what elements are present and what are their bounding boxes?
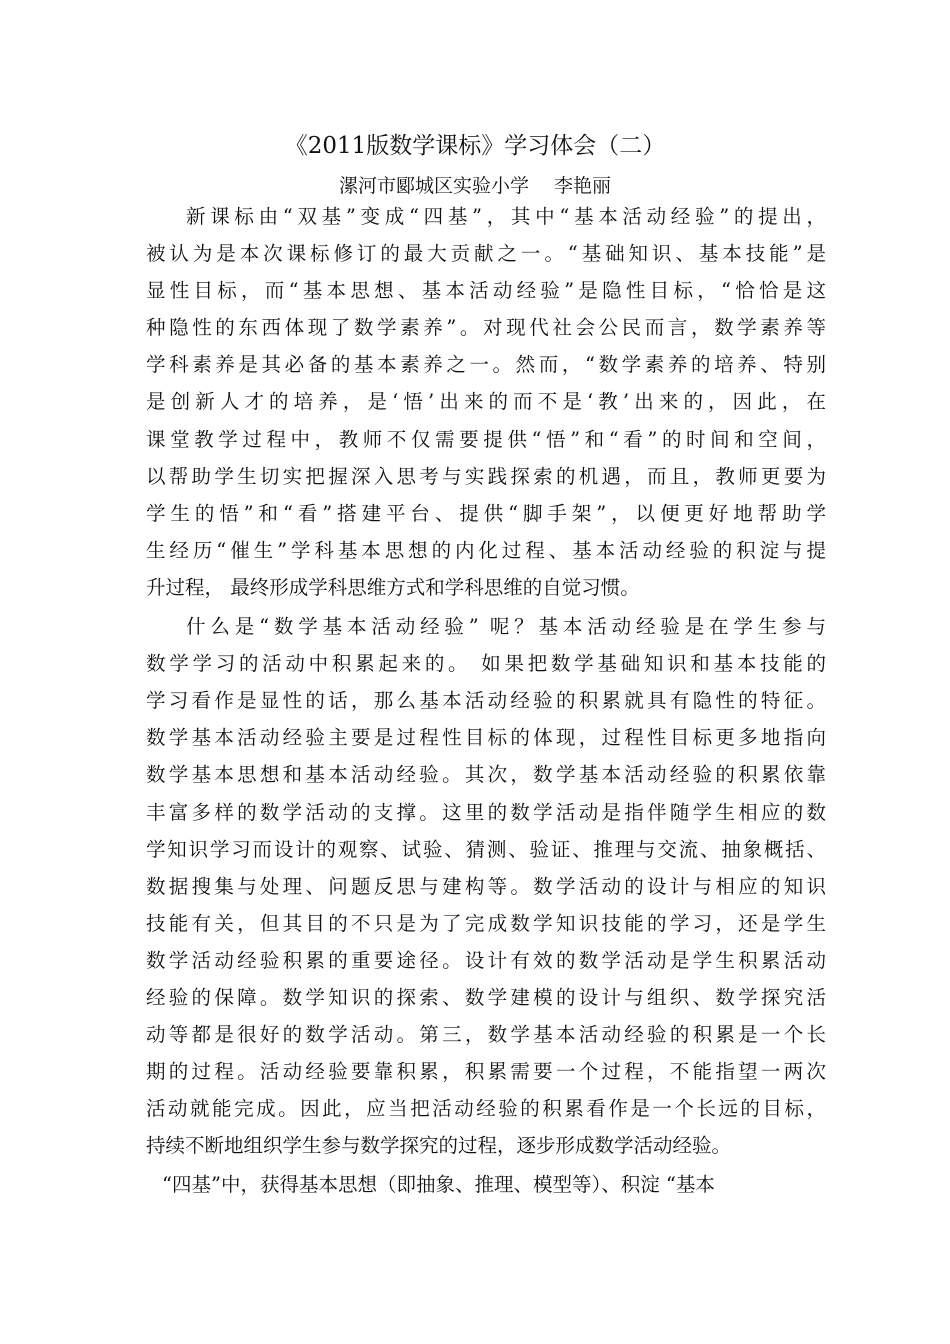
text-line: 动等都是很好的数学活动。第三，数学基本活动经验的积累是一个长 (146, 1023, 826, 1047)
text-line: 数学基本思想和基本活动经验。其次，数学基本活动经验的积累依靠 (146, 763, 826, 787)
text-line: 学习看作是显性的话，那么基本活动经验的积累就具有隐性的特征。 (146, 689, 826, 713)
text-line: 技能有关，但其目的不只是为了完成数学知识技能的学习，还是学生 (146, 911, 826, 935)
text-line: 数据搜集与处理、问题反思与建构等。数学活动的设计与相应的知识 (146, 874, 826, 898)
text-line: 丰富多样的数学活动的支撑。这里的数学活动是指伴随学生相应的数 (146, 800, 826, 824)
document-title: 《2011版数学课标》学习体会（二） (284, 133, 666, 159)
text-line: 经验的保障。数学知识的探索、数学建模的设计与组织、数学探究活 (146, 985, 826, 1009)
text-line: 学知识学习而设计的观察、试验、猜测、验证、推理与交流、抽象概括、 (146, 837, 826, 861)
text-line: 种隐性的东西体现了数学素养”。对现代社会公民而言，数学素养等 (146, 316, 826, 340)
text-line: 生经历“催生”学科基本思想的内化过程、基本活动经验的积淀与提 (146, 538, 826, 562)
text-line: 什么是“数学基本活动经验” 呢？基本活动经验是在学生参与 (186, 615, 826, 639)
text-line: 数学基本活动经验主要是过程性目标的体现，过程性目标更多地指向 (146, 726, 826, 750)
text-line: 升过程， 最终形成学科思维方式和学科思维的自觉习惯。 (146, 575, 640, 599)
text-line: 显性目标，而“基本思想、基本活动经验”是隐性目标，“恰恰是这 (146, 279, 826, 303)
text-line: 学生的悟”和“看”搭建平台、提供“脚手架”，以便更好地帮助学 (146, 501, 826, 525)
text-line: 数学学习的活动中积累起来的。 如果把数学基础知识和基本技能的 (146, 652, 826, 676)
paragraph (146, 198, 826, 606)
text-line: 是创新人才的培养，是‘悟’出来的而不是‘教’出来的，因此，在 (146, 390, 826, 414)
text-line: 持续不断地组织学生参与数学探究的过程，逐步形成数学活动经验。 (146, 1134, 732, 1158)
text-line: 期的过程。活动经验要靠积累，积累需要一个过程，不能指望一两次 (146, 1060, 826, 1084)
text-line: 学科素养是其必备的基本素养之一。然而，“数学素养的培养、特别 (146, 353, 826, 377)
text-line: 新课标由“双基”变成“四基”，其中“基本活动经验”的提出， (186, 205, 826, 228)
text-line: 课堂教学过程中，教师不仅需要提供“悟”和“看”的时间和空间， (146, 427, 826, 451)
document-body (146, 198, 826, 1204)
text-line: “四基”中，获得基本思想（即抽象、推理、模型等）、积淀 “基本 (162, 1173, 715, 1197)
author-line: 漯河市郾城区实验小学 李艳丽 (338, 175, 612, 197)
paragraph (146, 1166, 826, 1203)
text-line: 以帮助学生切实把握深入思考与实践探索的机遇，而且，教师更要为 (146, 464, 826, 488)
paragraph (146, 608, 826, 1164)
text-line: 活动就能完成。因此，应当把活动经验的积累看作是一个长远的目标， (146, 1097, 826, 1121)
text-line: 数学活动经验积累的重要途径。设计有效的数学活动是学生积累活动 (146, 948, 826, 972)
text-line: 被认为是本次课标修订的最大贡献之一。“基础知识、基本技能”是 (146, 242, 826, 266)
